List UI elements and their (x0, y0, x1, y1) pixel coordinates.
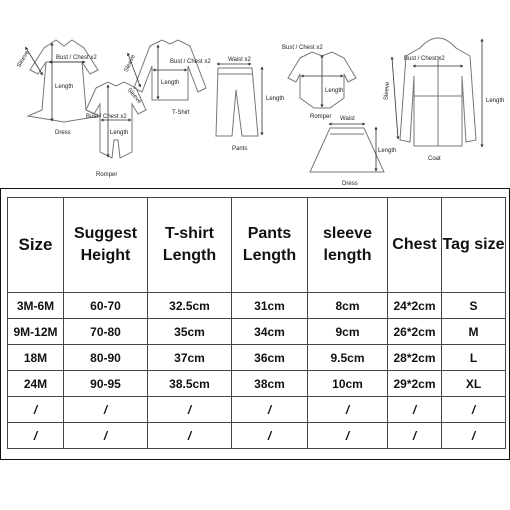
table-row (8, 345, 506, 371)
cell-chest: 28*2cm (388, 345, 442, 371)
cell-chest: 29*2cm (388, 371, 442, 397)
skirt-length-label: Length (378, 148, 397, 154)
cell-tag-size: / (442, 397, 506, 423)
cell-tag-size: S (442, 293, 506, 319)
table-row (8, 397, 506, 423)
cell-sleeve-length: 9cm (308, 319, 388, 345)
table-header-row (8, 198, 506, 293)
header-tag-size: Tag size (442, 198, 506, 293)
tshirt-sleeve-label: Sleeve (123, 53, 137, 74)
romper-sleeve-label: Sleeve (125, 87, 143, 106)
cell-tshirt-length: 38.5cm (148, 371, 232, 397)
dress-length-label: Length (55, 84, 74, 90)
cell-tag-size: L (442, 345, 506, 371)
header-pants-length: Pants Length (232, 198, 308, 293)
cell-size: 9M-12M (8, 319, 64, 345)
table-row (8, 319, 506, 345)
cell-height: 70-80 (64, 319, 148, 345)
cell-pants-length: 34cm (232, 319, 308, 345)
bodysuit-bust-label: Bust / Chest x2 (282, 45, 323, 51)
header-suggest-height: Suggest Height (64, 198, 148, 293)
cell-size: 3M-6M (8, 293, 64, 319)
romper-bust-label: Bust / Chest x2 (86, 114, 127, 120)
cell-pants-length: 38cm (232, 371, 308, 397)
pants-length-label: Length (266, 96, 285, 102)
cell-tag-size: M (442, 319, 506, 345)
cell-tag-size: XL (442, 371, 506, 397)
cell-height: / (64, 423, 148, 449)
skirt-name-label: Dress (342, 181, 358, 187)
tshirt-name-label: T-Shirt (172, 110, 190, 116)
dress-illustration (28, 40, 100, 122)
garment-measurement-diagram (0, 0, 510, 190)
cell-pants-length: / (232, 423, 308, 449)
coat-bust-label: Bust / Chest x2 (404, 56, 445, 62)
cell-sleeve-length: 10cm (308, 371, 388, 397)
cell-pants-length: 31cm (232, 293, 308, 319)
cell-tshirt-length: / (148, 423, 232, 449)
header-size: Size (8, 198, 64, 293)
skirt-illustration (310, 128, 384, 172)
coat-name-label: Coat (428, 156, 441, 162)
dress-name-label: Dress (55, 130, 71, 136)
cell-tag-size: / (442, 423, 506, 449)
dress-bust-label: Bust / Chest x2 (56, 55, 97, 61)
table-row (8, 371, 506, 397)
table-row (8, 293, 506, 319)
header-sleeve-length: sleeve length (308, 198, 388, 293)
table-row (8, 423, 506, 449)
cell-chest: 24*2cm (388, 293, 442, 319)
cell-size: 24M (8, 371, 64, 397)
cell-chest: / (388, 423, 442, 449)
pants-illustration (216, 68, 258, 136)
cell-sleeve-length: 9.5cm (308, 345, 388, 371)
tshirt-length-label: Length (161, 80, 180, 86)
bodysuit-length-label: Length (325, 88, 344, 94)
cell-height: 90-95 (64, 371, 148, 397)
cell-size: / (8, 397, 64, 423)
romper-name-label: Romper (96, 172, 118, 178)
header-tshirt-length: T-shirt Length (148, 198, 232, 293)
bodysuit-name-label: Romper (310, 114, 332, 120)
cell-tshirt-length: / (148, 397, 232, 423)
size-chart-table (7, 197, 506, 449)
cell-sleeve-length: / (308, 397, 388, 423)
cell-height: / (64, 397, 148, 423)
pants-waist-label: Waist x2 (228, 57, 251, 63)
cell-sleeve-length: 8cm (308, 293, 388, 319)
romper-length-label: Length (110, 130, 129, 136)
cell-size: / (8, 423, 64, 449)
coat-sleeve-label: Sleeve (383, 81, 392, 101)
cell-height: 80-90 (64, 345, 148, 371)
cell-pants-length: 36cm (232, 345, 308, 371)
skirt-waist-label: Waist (340, 116, 355, 122)
coat-length-label: Length (486, 98, 505, 104)
pants-name-label: Pants (232, 146, 248, 152)
dress-sleeve-label: Sleeve (16, 50, 31, 69)
cell-chest: 26*2cm (388, 319, 442, 345)
cell-pants-length: / (232, 397, 308, 423)
cell-height: 60-70 (64, 293, 148, 319)
cell-size: 18M (8, 345, 64, 371)
cell-sleeve-length: / (308, 423, 388, 449)
cell-tshirt-length: 35cm (148, 319, 232, 345)
cell-tshirt-length: 32.5cm (148, 293, 232, 319)
cell-tshirt-length: 37cm (148, 345, 232, 371)
size-chart-panel (0, 188, 510, 460)
coat-illustration (400, 38, 476, 146)
tshirt-bust-label: Bust / Chest x2 (170, 59, 211, 65)
cell-chest: / (388, 397, 442, 423)
header-chest: Chest (388, 198, 442, 293)
